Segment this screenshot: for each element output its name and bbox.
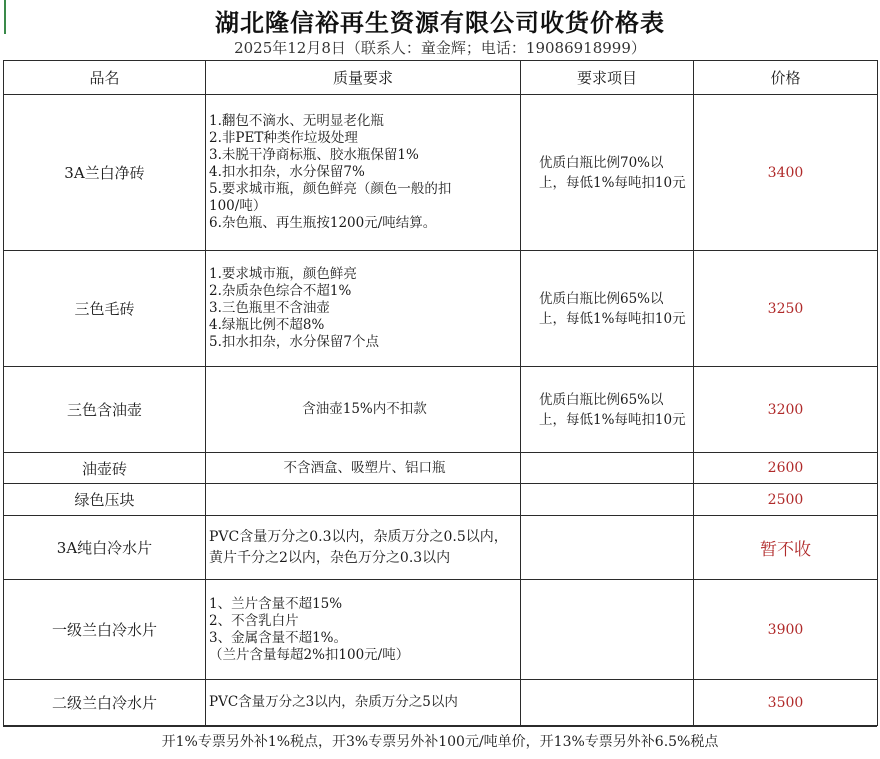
tax-note: 开1%专票另外补1%税点，开3%专票另外补100元/吨单价，开13%专票另外补6.5%税点: [3, 726, 877, 759]
header-price: 价格: [694, 61, 878, 95]
quality-cell: [206, 251, 521, 367]
requirement-cell: [521, 453, 694, 484]
quality-line: 2.杂质杂色综合不超1%: [209, 283, 352, 299]
quality-cell: [206, 580, 521, 680]
table-row: [4, 580, 878, 680]
header-requirement: 要求项目: [521, 61, 694, 95]
price-cell: 3900: [694, 580, 878, 680]
requirement-cell: 优质白瓶比例70%以上，每低1%每吨扣10元: [521, 95, 694, 251]
price-table: [3, 60, 878, 726]
table-row: [4, 484, 878, 516]
price-cell: 3500: [694, 680, 878, 726]
product-name: 油壶砖: [4, 453, 206, 484]
price-cell: 3200: [694, 367, 878, 453]
product-name: 三色含油壶: [4, 367, 206, 453]
quality-cell: [206, 516, 521, 580]
quality-line: 5.扣水扣杂，水分保留7个点: [209, 334, 379, 350]
requirement-cell: [521, 680, 694, 726]
requirement-cell: [521, 580, 694, 680]
quality-line: 5.要求城市瓶，颜色鲜亮（颜色一般的扣: [209, 181, 452, 197]
quality-line: 4.扣水扣杂，水分保留7%: [209, 164, 365, 180]
price-cell: 3400: [694, 95, 878, 251]
product-name: 一级兰白冷水片: [4, 580, 206, 680]
header-row: [4, 61, 878, 95]
quality-line: 1、兰片含量不超15%: [209, 595, 343, 612]
quality-line: PVC含量万分之0.3以内，杂质万分之0.5以内，黄片千分之2以内，杂色万分之0.3以内: [209, 528, 508, 566]
quality-line: 1.要求城市瓶，颜色鲜亮: [209, 266, 357, 282]
table-row: [4, 251, 878, 367]
table-row: [4, 367, 878, 453]
quality-line: 2、不含乳白片: [209, 612, 299, 629]
table-row: [4, 95, 878, 251]
requirement-cell: 优质白瓶比例65%以上，每低1%每吨扣10元: [521, 251, 694, 367]
quality-line: 100/吨）: [209, 198, 267, 214]
price-cell: 暂不收: [694, 516, 878, 580]
header-name: 品名: [4, 61, 206, 95]
quality-line: 2.非PET种类作垃圾处理: [209, 130, 358, 146]
quality-line: 1.翻包不滴水、无明显老化瓶: [209, 113, 384, 129]
price-cell: 2600: [694, 453, 878, 484]
quality-line: 4.绿瓶比例不超8%: [209, 317, 325, 333]
quality-line: 3、金属含量不超1%。: [209, 629, 348, 646]
quality-cell: PVC含量万分之3以内，杂质万分之5以内: [206, 680, 521, 726]
quality-line: （兰片含量每超2%扣100元/吨）: [209, 646, 410, 663]
requirement-cell: [521, 516, 694, 580]
price-cell: 3250: [694, 251, 878, 367]
product-name: 3A兰白净砖: [4, 95, 206, 251]
product-name: 3A纯白冷水片: [4, 516, 206, 580]
table-row: [4, 680, 878, 726]
price-cell: 2500: [694, 484, 878, 516]
table-row: [4, 516, 878, 580]
quality-line: 3.三色瓶里不含油壶: [209, 300, 330, 316]
product-name: 三色毛砖: [4, 251, 206, 367]
page-subtitle: 2025年12月8日（联系人：童金辉；电话：19086918999）: [234, 39, 646, 57]
quality-cell: 不含酒盒、吸塑片、铝口瓶: [206, 453, 521, 484]
requirement-cell: 优质白瓶比例65%以上，每低1%每吨扣10元: [521, 367, 694, 453]
quality-cell: [206, 484, 521, 516]
header-quality: 质量要求: [206, 61, 521, 95]
quality-cell: [206, 95, 521, 251]
product-name: 绿色压块: [4, 484, 206, 516]
quality-line: 3.未脱干净商标瓶、胶水瓶保留1%: [209, 147, 419, 163]
product-name: 二级兰白冷水片: [4, 680, 206, 726]
requirement-cell: [521, 484, 694, 516]
table-row: [4, 453, 878, 484]
page-title: 湖北隆信裕再生资源有限公司收货价格表: [215, 8, 665, 37]
quality-line: 6.杂色瓶、再生瓶按1200元/吨结算。: [209, 215, 437, 231]
quality-cell: 含油壶15%内不扣款: [206, 367, 521, 453]
